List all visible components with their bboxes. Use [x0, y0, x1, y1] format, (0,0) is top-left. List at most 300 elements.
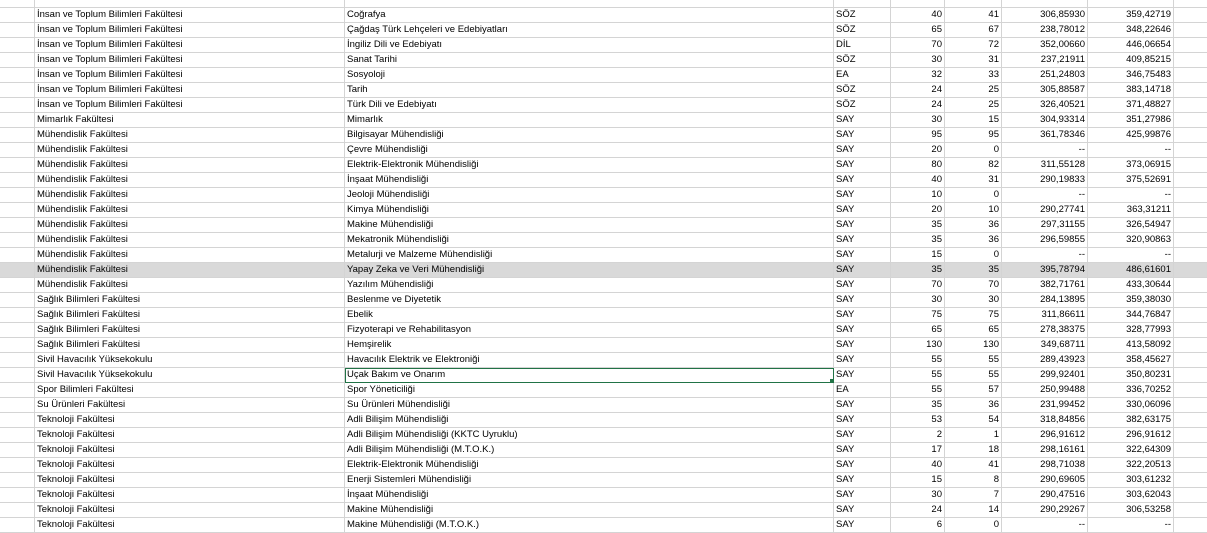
faculty-cell[interactable]: Teknoloji Fakültesi [35, 518, 345, 533]
max-score-cell[interactable]: 375,52691 [1088, 173, 1174, 188]
row-spacer-cell[interactable] [0, 458, 35, 473]
max-score-cell[interactable]: 344,76847 [1088, 308, 1174, 323]
max-score-cell[interactable]: 363,31211 [1088, 203, 1174, 218]
min-score-cell[interactable]: 290,29267 [1002, 503, 1088, 518]
quota-cell[interactable]: 24 [891, 98, 945, 113]
table-row[interactable] [0, 263, 1207, 278]
placed-cell[interactable]: 65 [945, 323, 1002, 338]
score-type-cell[interactable]: SAY [834, 203, 891, 218]
max-score-cell[interactable]: 306,53258 [1088, 503, 1174, 518]
table-row[interactable] [0, 188, 1207, 203]
min-score-cell[interactable] [1002, 0, 1088, 8]
row-spacer-cell[interactable] [0, 353, 35, 368]
placed-cell[interactable]: 0 [945, 248, 1002, 263]
row-spacer-cell[interactable] [0, 38, 35, 53]
empty-cell[interactable] [1174, 128, 1207, 143]
program-cell[interactable]: Yapay Zeka ve Veri Mühendisliği [345, 263, 834, 278]
placed-cell[interactable]: 31 [945, 53, 1002, 68]
program-cell[interactable]: Sanat Tarihi [345, 53, 834, 68]
empty-cell[interactable] [1174, 248, 1207, 263]
score-type-cell[interactable]: SAY [834, 323, 891, 338]
min-score-cell[interactable]: 284,13895 [1002, 293, 1088, 308]
score-type-cell[interactable]: SAY [834, 368, 891, 383]
empty-cell[interactable] [1174, 83, 1207, 98]
score-type-cell[interactable]: SAY [834, 503, 891, 518]
program-cell[interactable]: Enerji Sistemleri Mühendisliği [345, 473, 834, 488]
score-type-cell[interactable]: SAY [834, 158, 891, 173]
empty-cell[interactable] [1174, 308, 1207, 323]
max-score-cell[interactable]: 383,14718 [1088, 83, 1174, 98]
min-score-cell[interactable]: 326,40521 [1002, 98, 1088, 113]
table-row[interactable] [0, 98, 1207, 113]
empty-cell[interactable] [1174, 368, 1207, 383]
max-score-cell[interactable]: 330,06096 [1088, 398, 1174, 413]
min-score-cell[interactable]: 298,16161 [1002, 443, 1088, 458]
quota-cell[interactable]: 20 [891, 203, 945, 218]
row-spacer-cell[interactable] [0, 428, 35, 443]
quota-cell[interactable]: 40 [891, 173, 945, 188]
row-spacer-cell[interactable] [0, 83, 35, 98]
table-row[interactable] [0, 398, 1207, 413]
faculty-cell[interactable]: Teknoloji Fakültesi [35, 473, 345, 488]
quota-cell[interactable]: 24 [891, 83, 945, 98]
program-cell[interactable]: Fizyoterapi ve Rehabilitasyon [345, 323, 834, 338]
placed-cell[interactable]: 0 [945, 143, 1002, 158]
row-spacer-cell[interactable] [0, 158, 35, 173]
max-score-cell[interactable]: 446,06654 [1088, 38, 1174, 53]
table-row[interactable] [0, 338, 1207, 353]
score-type-cell[interactable]: SÖZ [834, 8, 891, 23]
placed-cell[interactable]: 33 [945, 68, 1002, 83]
table-row[interactable] [0, 383, 1207, 398]
max-score-cell[interactable]: 346,75483 [1088, 68, 1174, 83]
table-row[interactable] [0, 83, 1207, 98]
empty-cell[interactable] [1174, 383, 1207, 398]
program-cell[interactable]: Adli Bilişim Mühendisliği [345, 413, 834, 428]
score-type-cell[interactable]: SAY [834, 398, 891, 413]
row-spacer-cell[interactable] [0, 488, 35, 503]
empty-cell[interactable] [1174, 278, 1207, 293]
empty-cell[interactable] [1174, 113, 1207, 128]
faculty-cell[interactable]: Spor Bilimleri Fakültesi [35, 383, 345, 398]
max-score-cell[interactable]: 303,62043 [1088, 488, 1174, 503]
program-cell[interactable]: Uçak Bakım ve Onarım [345, 368, 834, 383]
quota-cell[interactable]: 40 [891, 8, 945, 23]
placed-cell[interactable]: 54 [945, 413, 1002, 428]
empty-cell[interactable] [1174, 353, 1207, 368]
empty-cell[interactable] [1174, 218, 1207, 233]
empty-cell[interactable] [1174, 0, 1207, 8]
row-spacer-cell[interactable] [0, 203, 35, 218]
placed-cell[interactable]: 75 [945, 308, 1002, 323]
faculty-cell[interactable]: İnsan ve Toplum Bilimleri Fakültesi [35, 38, 345, 53]
min-score-cell[interactable]: 306,85930 [1002, 8, 1088, 23]
empty-cell[interactable] [1174, 173, 1207, 188]
quota-cell[interactable]: 35 [891, 398, 945, 413]
min-score-cell[interactable]: 290,27741 [1002, 203, 1088, 218]
score-type-cell[interactable] [834, 0, 891, 8]
score-type-cell[interactable]: SAY [834, 218, 891, 233]
score-type-cell[interactable]: SAY [834, 488, 891, 503]
empty-cell[interactable] [1174, 188, 1207, 203]
faculty-cell[interactable]: İnsan ve Toplum Bilimleri Fakültesi [35, 98, 345, 113]
row-spacer-cell[interactable] [0, 173, 35, 188]
empty-cell[interactable] [1174, 8, 1207, 23]
placed-cell[interactable]: 8 [945, 473, 1002, 488]
min-score-cell[interactable]: 318,84856 [1002, 413, 1088, 428]
row-spacer-cell[interactable] [0, 308, 35, 323]
program-cell[interactable] [345, 0, 834, 8]
placed-cell[interactable]: 0 [945, 188, 1002, 203]
quota-cell[interactable]: 30 [891, 53, 945, 68]
table-row[interactable] [0, 113, 1207, 128]
score-type-cell[interactable]: SAY [834, 248, 891, 263]
min-score-cell[interactable]: 231,99452 [1002, 398, 1088, 413]
quota-cell[interactable]: 6 [891, 518, 945, 533]
min-score-cell[interactable]: 237,21911 [1002, 53, 1088, 68]
max-score-cell[interactable]: 351,27986 [1088, 113, 1174, 128]
program-cell[interactable]: Türk Dili ve Edebiyatı [345, 98, 834, 113]
empty-cell[interactable] [1174, 428, 1207, 443]
row-spacer-cell[interactable] [0, 293, 35, 308]
quota-cell[interactable]: 35 [891, 233, 945, 248]
placed-cell[interactable]: 70 [945, 278, 1002, 293]
empty-cell[interactable] [1174, 338, 1207, 353]
empty-cell[interactable] [1174, 323, 1207, 338]
max-score-cell[interactable]: 433,30644 [1088, 278, 1174, 293]
empty-cell[interactable] [1174, 23, 1207, 38]
min-score-cell[interactable]: 395,78794 [1002, 263, 1088, 278]
quota-cell[interactable]: 15 [891, 248, 945, 263]
faculty-cell[interactable]: Mühendislik Fakültesi [35, 218, 345, 233]
score-type-cell[interactable]: SAY [834, 518, 891, 533]
min-score-cell[interactable]: 250,99488 [1002, 383, 1088, 398]
program-cell[interactable]: Makine Mühendisliği [345, 503, 834, 518]
max-score-cell[interactable]: 348,22646 [1088, 23, 1174, 38]
quota-cell[interactable]: 30 [891, 293, 945, 308]
score-type-cell[interactable]: SÖZ [834, 98, 891, 113]
row-spacer-cell[interactable] [0, 338, 35, 353]
empty-cell[interactable] [1174, 143, 1207, 158]
min-score-cell[interactable]: -- [1002, 143, 1088, 158]
faculty-cell[interactable]: Teknoloji Fakültesi [35, 503, 345, 518]
min-score-cell[interactable]: -- [1002, 188, 1088, 203]
empty-cell[interactable] [1174, 158, 1207, 173]
program-cell[interactable]: Sosyoloji [345, 68, 834, 83]
min-score-cell[interactable]: 304,93314 [1002, 113, 1088, 128]
quota-cell[interactable]: 70 [891, 278, 945, 293]
min-score-cell[interactable]: 382,71761 [1002, 278, 1088, 293]
quota-cell[interactable]: 2 [891, 428, 945, 443]
placed-cell[interactable]: 0 [945, 518, 1002, 533]
table-row[interactable] [0, 413, 1207, 428]
max-score-cell[interactable]: 322,64309 [1088, 443, 1174, 458]
score-type-cell[interactable]: SAY [834, 473, 891, 488]
quota-cell[interactable]: 35 [891, 263, 945, 278]
score-type-cell[interactable]: SAY [834, 308, 891, 323]
quota-cell[interactable]: 40 [891, 458, 945, 473]
faculty-cell[interactable]: Mühendislik Fakültesi [35, 158, 345, 173]
program-cell[interactable]: Yazılım Mühendisliği [345, 278, 834, 293]
empty-cell[interactable] [1174, 263, 1207, 278]
quota-cell[interactable]: 35 [891, 218, 945, 233]
quota-cell[interactable]: 80 [891, 158, 945, 173]
faculty-cell[interactable]: Teknoloji Fakültesi [35, 458, 345, 473]
table-row[interactable] [0, 443, 1207, 458]
min-score-cell[interactable]: 305,88587 [1002, 83, 1088, 98]
min-score-cell[interactable]: 290,47516 [1002, 488, 1088, 503]
row-spacer-cell[interactable] [0, 8, 35, 23]
program-cell[interactable]: Adli Bilişim Mühendisliği (KKTC Uyruklu) [345, 428, 834, 443]
placed-cell[interactable]: 35 [945, 263, 1002, 278]
min-score-cell[interactable]: -- [1002, 248, 1088, 263]
table-row[interactable] [0, 248, 1207, 263]
score-type-cell[interactable]: DİL [834, 38, 891, 53]
min-score-cell[interactable]: 290,69605 [1002, 473, 1088, 488]
score-type-cell[interactable]: SÖZ [834, 23, 891, 38]
faculty-cell[interactable]: Mühendislik Fakültesi [35, 128, 345, 143]
program-cell[interactable]: Çevre Mühendisliği [345, 143, 834, 158]
quota-cell[interactable]: 53 [891, 413, 945, 428]
max-score-cell[interactable]: 303,61232 [1088, 473, 1174, 488]
min-score-cell[interactable]: 352,00660 [1002, 38, 1088, 53]
table-row[interactable] [0, 503, 1207, 518]
program-cell[interactable]: İnşaat Mühendisliği [345, 488, 834, 503]
quota-cell[interactable]: 15 [891, 473, 945, 488]
program-cell[interactable]: Bilgisayar Mühendisliği [345, 128, 834, 143]
min-score-cell[interactable]: 311,55128 [1002, 158, 1088, 173]
faculty-cell[interactable]: Mühendislik Fakültesi [35, 203, 345, 218]
score-type-cell[interactable]: SAY [834, 443, 891, 458]
table-row[interactable] [0, 308, 1207, 323]
max-score-cell[interactable]: 322,20513 [1088, 458, 1174, 473]
quota-cell[interactable] [891, 0, 945, 8]
placed-cell[interactable]: 41 [945, 8, 1002, 23]
table-row[interactable] [0, 218, 1207, 233]
max-score-cell[interactable]: 358,45627 [1088, 353, 1174, 368]
program-cell[interactable]: Metalurji ve Malzeme Mühendisliği [345, 248, 834, 263]
max-score-cell[interactable] [1088, 0, 1174, 8]
empty-cell[interactable] [1174, 68, 1207, 83]
max-score-cell[interactable]: 296,91612 [1088, 428, 1174, 443]
max-score-cell[interactable]: 371,48827 [1088, 98, 1174, 113]
quota-cell[interactable]: 30 [891, 488, 945, 503]
table-row[interactable] [0, 458, 1207, 473]
row-spacer-cell[interactable] [0, 368, 35, 383]
empty-cell[interactable] [1174, 518, 1207, 533]
max-score-cell[interactable]: 382,63175 [1088, 413, 1174, 428]
quota-cell[interactable]: 55 [891, 368, 945, 383]
table-row[interactable] [0, 23, 1207, 38]
quota-cell[interactable]: 55 [891, 353, 945, 368]
row-spacer-cell[interactable] [0, 113, 35, 128]
placed-cell[interactable]: 36 [945, 218, 1002, 233]
max-score-cell[interactable]: 336,70252 [1088, 383, 1174, 398]
score-type-cell[interactable]: EA [834, 68, 891, 83]
placed-cell[interactable]: 7 [945, 488, 1002, 503]
placed-cell[interactable]: 67 [945, 23, 1002, 38]
row-spacer-cell[interactable] [0, 383, 35, 398]
placed-cell[interactable]: 41 [945, 458, 1002, 473]
placed-cell[interactable]: 18 [945, 443, 1002, 458]
min-score-cell[interactable]: 297,31155 [1002, 218, 1088, 233]
quota-cell[interactable]: 55 [891, 383, 945, 398]
program-cell[interactable]: Ebelik [345, 308, 834, 323]
faculty-cell[interactable]: Teknoloji Fakültesi [35, 488, 345, 503]
row-spacer-cell[interactable] [0, 0, 35, 8]
table-row[interactable] [0, 68, 1207, 83]
row-spacer-cell[interactable] [0, 23, 35, 38]
min-score-cell[interactable]: 361,78346 [1002, 128, 1088, 143]
score-type-cell[interactable]: SAY [834, 458, 891, 473]
program-cell[interactable]: Makine Mühendisliği (M.T.O.K.) [345, 518, 834, 533]
score-type-cell[interactable]: SAY [834, 113, 891, 128]
program-cell[interactable]: Beslenme ve Diyetetik [345, 293, 834, 308]
placed-cell[interactable]: 95 [945, 128, 1002, 143]
row-spacer-cell[interactable] [0, 53, 35, 68]
table-row[interactable] [0, 143, 1207, 158]
quota-cell[interactable]: 95 [891, 128, 945, 143]
placed-cell[interactable]: 31 [945, 173, 1002, 188]
placed-cell[interactable]: 14 [945, 503, 1002, 518]
empty-cell[interactable] [1174, 203, 1207, 218]
program-cell[interactable]: Mekatronik Mühendisliği [345, 233, 834, 248]
program-cell[interactable]: Kimya Mühendisliği [345, 203, 834, 218]
row-spacer-cell[interactable] [0, 473, 35, 488]
faculty-cell[interactable]: Mühendislik Fakültesi [35, 278, 345, 293]
table-row[interactable] [0, 203, 1207, 218]
placed-cell[interactable]: 25 [945, 83, 1002, 98]
program-cell[interactable]: Makine Mühendisliği [345, 218, 834, 233]
table-row[interactable] [0, 323, 1207, 338]
row-spacer-cell[interactable] [0, 128, 35, 143]
quota-cell[interactable]: 65 [891, 23, 945, 38]
min-score-cell[interactable]: 296,59855 [1002, 233, 1088, 248]
max-score-cell[interactable]: 486,61601 [1088, 263, 1174, 278]
quota-cell[interactable]: 10 [891, 188, 945, 203]
faculty-cell[interactable]: Sağlık Bilimleri Fakültesi [35, 323, 345, 338]
quota-cell[interactable]: 75 [891, 308, 945, 323]
faculty-cell[interactable]: Mühendislik Fakültesi [35, 263, 345, 278]
max-score-cell[interactable]: 359,42719 [1088, 8, 1174, 23]
min-score-cell[interactable]: 238,78012 [1002, 23, 1088, 38]
score-type-cell[interactable]: SAY [834, 128, 891, 143]
max-score-cell[interactable]: 320,90863 [1088, 233, 1174, 248]
row-spacer-cell[interactable] [0, 503, 35, 518]
faculty-cell[interactable]: Mühendislik Fakültesi [35, 248, 345, 263]
table-row[interactable] [0, 428, 1207, 443]
empty-cell[interactable] [1174, 98, 1207, 113]
score-type-cell[interactable]: SAY [834, 413, 891, 428]
placed-cell[interactable] [945, 0, 1002, 8]
placed-cell[interactable]: 25 [945, 98, 1002, 113]
table-row[interactable] [0, 518, 1207, 533]
empty-cell[interactable] [1174, 458, 1207, 473]
min-score-cell[interactable]: 290,19833 [1002, 173, 1088, 188]
score-type-cell[interactable]: SÖZ [834, 83, 891, 98]
empty-cell[interactable] [1174, 293, 1207, 308]
faculty-cell[interactable]: Su Ürünleri Fakültesi [35, 398, 345, 413]
placed-cell[interactable]: 15 [945, 113, 1002, 128]
empty-cell[interactable] [1174, 38, 1207, 53]
min-score-cell[interactable]: 296,91612 [1002, 428, 1088, 443]
table-row[interactable] [0, 173, 1207, 188]
max-score-cell[interactable]: 359,38030 [1088, 293, 1174, 308]
quota-cell[interactable]: 32 [891, 68, 945, 83]
placed-cell[interactable]: 36 [945, 233, 1002, 248]
score-type-cell[interactable]: SAY [834, 173, 891, 188]
min-score-cell[interactable]: 251,24803 [1002, 68, 1088, 83]
program-cell[interactable]: İnşaat Mühendisliği [345, 173, 834, 188]
program-cell[interactable]: Havacılık Elektrik ve Elektroniği [345, 353, 834, 368]
program-cell[interactable]: Çağdaş Türk Lehçeleri ve Edebiyatları [345, 23, 834, 38]
table-row[interactable] [0, 128, 1207, 143]
placed-cell[interactable]: 72 [945, 38, 1002, 53]
max-score-cell[interactable]: 409,85215 [1088, 53, 1174, 68]
faculty-cell[interactable]: Teknoloji Fakültesi [35, 428, 345, 443]
max-score-cell[interactable]: 413,58092 [1088, 338, 1174, 353]
faculty-cell[interactable]: Mühendislik Fakültesi [35, 143, 345, 158]
table-row[interactable] [0, 293, 1207, 308]
placed-cell[interactable]: 55 [945, 368, 1002, 383]
quota-cell[interactable]: 24 [891, 503, 945, 518]
program-cell[interactable]: Spor Yöneticiliği [345, 383, 834, 398]
score-type-cell[interactable]: SÖZ [834, 53, 891, 68]
placed-cell[interactable]: 57 [945, 383, 1002, 398]
program-cell[interactable]: Jeoloji Mühendisliği [345, 188, 834, 203]
min-score-cell[interactable]: -- [1002, 518, 1088, 533]
row-spacer-cell[interactable] [0, 323, 35, 338]
program-cell[interactable]: Elektrik-Elektronik Mühendisliği [345, 458, 834, 473]
min-score-cell[interactable]: 349,68711 [1002, 338, 1088, 353]
quota-cell[interactable]: 30 [891, 113, 945, 128]
faculty-cell[interactable]: Mühendislik Fakültesi [35, 233, 345, 248]
row-spacer-cell[interactable] [0, 413, 35, 428]
empty-cell[interactable] [1174, 233, 1207, 248]
placed-cell[interactable]: 82 [945, 158, 1002, 173]
faculty-cell[interactable]: İnsan ve Toplum Bilimleri Fakültesi [35, 53, 345, 68]
min-score-cell[interactable]: 298,71038 [1002, 458, 1088, 473]
empty-cell[interactable] [1174, 398, 1207, 413]
max-score-cell[interactable]: -- [1088, 518, 1174, 533]
program-cell[interactable]: Coğrafya [345, 8, 834, 23]
max-score-cell[interactable]: -- [1088, 143, 1174, 158]
score-type-cell[interactable]: SAY [834, 263, 891, 278]
quota-cell[interactable]: 65 [891, 323, 945, 338]
placed-cell[interactable]: 36 [945, 398, 1002, 413]
table-row[interactable] [0, 473, 1207, 488]
program-cell[interactable]: İngiliz Dili ve Edebiyatı [345, 38, 834, 53]
min-score-cell[interactable]: 311,86611 [1002, 308, 1088, 323]
table-row[interactable] [0, 278, 1207, 293]
program-cell[interactable]: Elektrik-Elektronik Mühendisliği [345, 158, 834, 173]
program-cell[interactable]: Mimarlık [345, 113, 834, 128]
faculty-cell[interactable]: İnsan ve Toplum Bilimleri Fakültesi [35, 68, 345, 83]
empty-cell[interactable] [1174, 443, 1207, 458]
max-score-cell[interactable]: 425,99876 [1088, 128, 1174, 143]
max-score-cell[interactable]: 373,06915 [1088, 158, 1174, 173]
program-cell[interactable]: Tarih [345, 83, 834, 98]
score-type-cell[interactable]: EA [834, 383, 891, 398]
row-spacer-cell[interactable] [0, 518, 35, 533]
faculty-cell[interactable]: İnsan ve Toplum Bilimleri Fakültesi [35, 8, 345, 23]
faculty-cell[interactable]: Sivil Havacılık Yüksekokulu [35, 353, 345, 368]
row-spacer-cell[interactable] [0, 443, 35, 458]
row-spacer-cell[interactable] [0, 68, 35, 83]
empty-cell[interactable] [1174, 413, 1207, 428]
score-type-cell[interactable]: SAY [834, 233, 891, 248]
faculty-cell[interactable]: Mühendislik Fakültesi [35, 188, 345, 203]
